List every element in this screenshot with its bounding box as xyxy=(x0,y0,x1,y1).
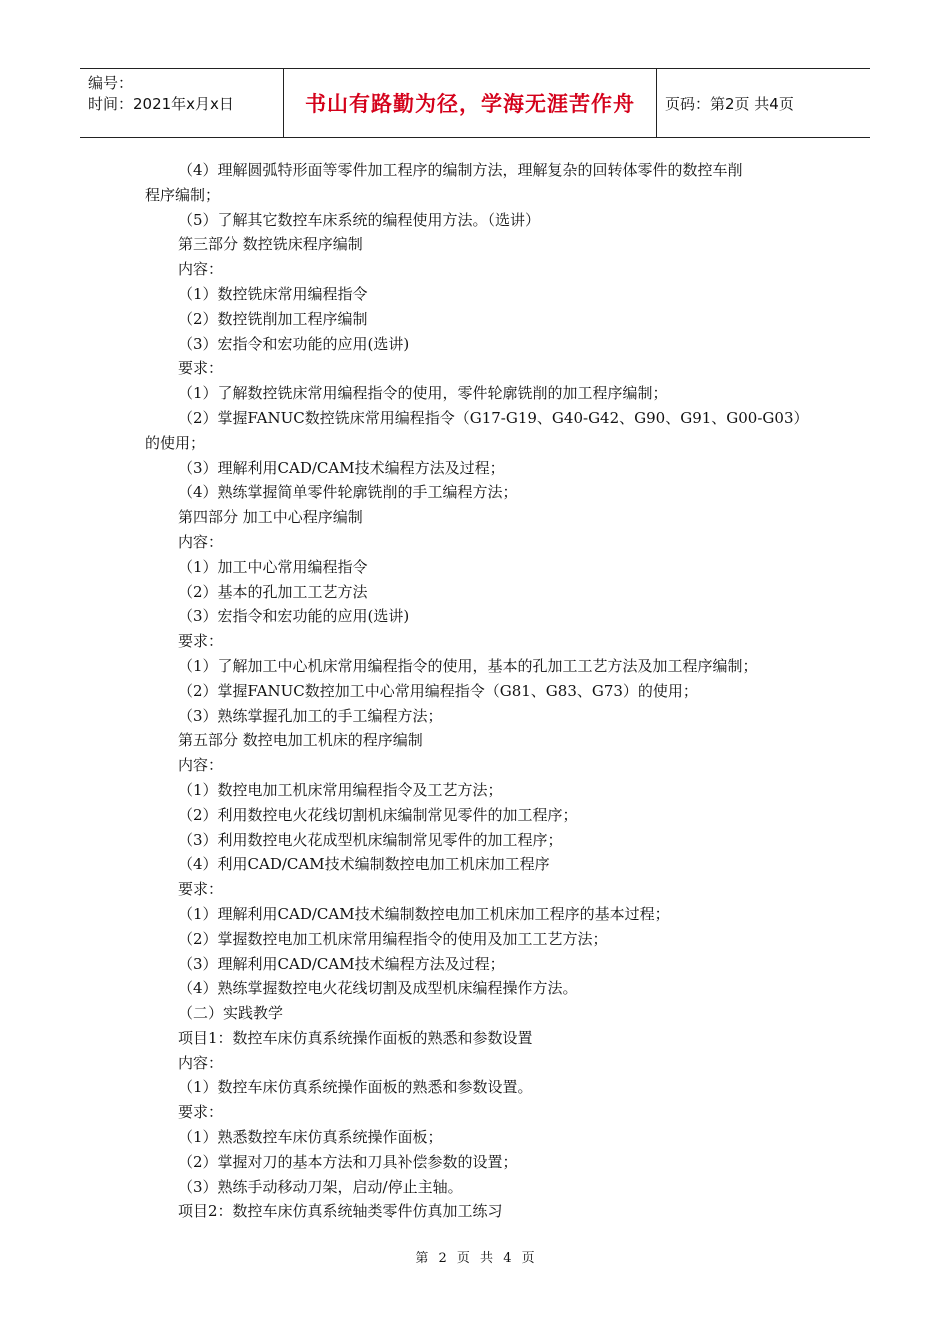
body-line: 第四部分 加工中心程序编制 xyxy=(178,508,363,527)
body-line: （2）掌握FANUC数控加工中心常用编程指令（G81、G83、G73）的使用； xyxy=(178,681,698,700)
page-footer: 第 2 页 共 4 页 xyxy=(415,1251,535,1266)
body-line: 项目2：数控车床仿真系统轴类零件仿真加工练习 xyxy=(178,1202,503,1221)
body-line: （1）熟悉数控车床仿真系统操作面板； xyxy=(178,1128,443,1147)
body-line: （4）熟练掌握数控电火花线切割及成型机床编程操作方法。 xyxy=(178,979,578,998)
body-line: （2）掌握FANUC数控铣床常用编程指令（G17-G19、G40-G42、G90、G91、G00-G03） xyxy=(178,408,809,427)
body-line: （3）熟练手动移动刀架，启动/停止主轴。 xyxy=(178,1177,463,1196)
body-line: （2）掌握数控电加工机床常用编程指令的使用及加工工艺方法； xyxy=(178,929,608,948)
body-line: 要求： xyxy=(178,632,224,651)
header-page-number: 页码：第2页 共4页 xyxy=(665,94,794,113)
body-line: 要求： xyxy=(178,1103,224,1122)
body-line: （3）理解利用CAD/CAM技术编程方法及过程； xyxy=(178,458,505,477)
body-line: 的使用； xyxy=(145,433,206,452)
body-line: 内容： xyxy=(178,756,224,775)
body-line: 内容： xyxy=(178,1053,224,1072)
body-line: （2）掌握对刀的基本方法和刀具补偿参数的设置； xyxy=(178,1152,518,1171)
body-line: （4）熟练掌握简单零件轮廓铣削的手工编程方法； xyxy=(178,483,518,502)
body-line: （3）宏指令和宏功能的应用(选讲) xyxy=(178,334,410,353)
body-line: （3）理解利用CAD/CAM技术编程方法及过程； xyxy=(178,954,505,973)
document-body xyxy=(145,158,825,1224)
body-line: （3）宏指令和宏功能的应用(选讲) xyxy=(178,607,410,626)
body-line: （1）了解加工中心机床常用编程指令的使用，基本的孔加工工艺方法及加工程序编制； xyxy=(178,656,758,675)
body-line: （2）利用数控电火花线切割机床编制常见零件的加工程序； xyxy=(178,805,578,824)
body-line: 第五部分 数控电加工机床的程序编制 xyxy=(178,731,423,750)
body-line: （2）基本的孔加工工艺方法 xyxy=(178,582,368,601)
body-line: 项目1：数控车床仿真系统操作面板的熟悉和参数设置 xyxy=(178,1028,533,1047)
body-line: （1）加工中心常用编程指令 xyxy=(178,557,368,576)
body-line: （1）数控车床仿真系统操作面板的熟悉和参数设置。 xyxy=(178,1078,533,1097)
body-line: （二）实践教学 xyxy=(178,1004,284,1023)
body-line: （2）数控铣削加工程序编制 xyxy=(178,309,368,328)
body-line: （1）了解数控铣床常用编程指令的使用，零件轮廓铣削的加工程序编制； xyxy=(178,384,668,403)
body-line: 第三部分 数控铣床程序编制 xyxy=(178,235,363,254)
document-number-label: 编号： xyxy=(88,74,134,92)
body-line: 要求： xyxy=(178,880,224,899)
body-line: 要求： xyxy=(178,359,224,378)
header-meta xyxy=(80,69,283,137)
page-header xyxy=(80,68,870,138)
body-line: （3）熟练掌握孔加工的手工编程方法； xyxy=(178,706,443,725)
header-motto: 书山有路勤为径，学海无涯苦作舟 xyxy=(283,69,657,137)
body-line: （5）了解其它数控车床系统的编程使用方法。（选讲） xyxy=(178,210,541,229)
body-line: （1）数控电加工机床常用编程指令及工艺方法； xyxy=(178,780,503,799)
body-line: （3）利用数控电火花成型机床编制常见零件的加工程序； xyxy=(178,830,563,849)
body-line: 内容： xyxy=(178,532,224,551)
body-line: （4）理解圆弧特形面等零件加工程序的编制方法，理解复杂的回转体零件的数控车削 xyxy=(178,161,743,179)
body-line: 内容： xyxy=(178,260,224,279)
body-line: （1）理解利用CAD/CAM技术编制数控电加工机床加工程序的基本过程； xyxy=(178,904,670,923)
document-date-label: 时间：2021年x月x日 xyxy=(88,95,234,113)
body-line: 程序编制； xyxy=(145,185,221,204)
body-line: （4）利用CAD/CAM技术编制数控电加工机床加工程序 xyxy=(178,855,550,874)
body-line: （1）数控铣床常用编程指令 xyxy=(178,284,368,303)
